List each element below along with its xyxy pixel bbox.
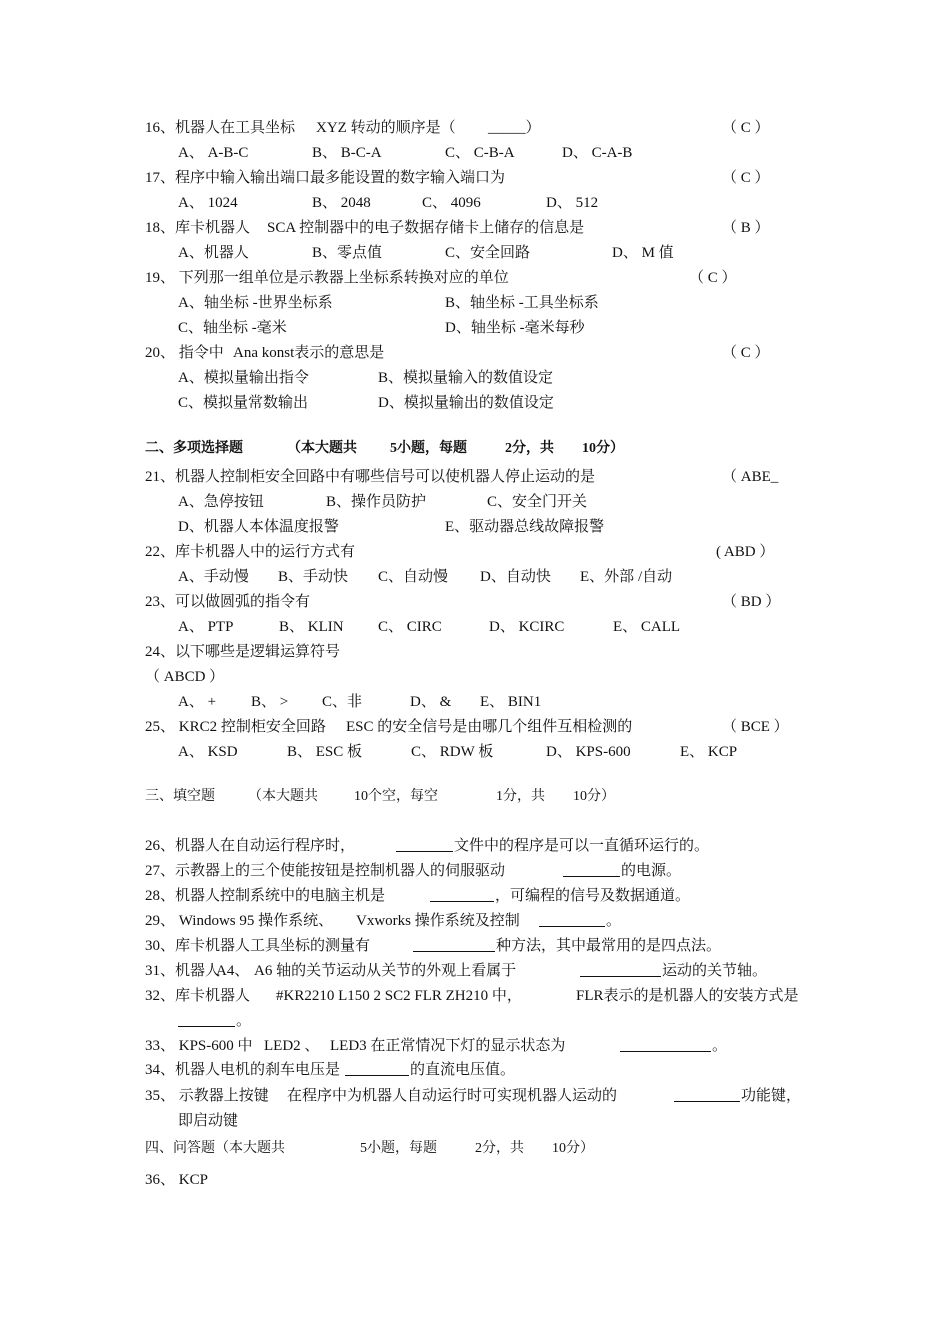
q33-tail: 。 [712, 1038, 728, 1054]
section2-title: 二、多项选择题 [145, 441, 243, 456]
q32-blank [178, 1012, 235, 1030]
q20-stem-mid: Ana konst表示的意思是 [233, 345, 385, 361]
q28-stem: 28、机器人控制系统中的电脑主机是 [145, 888, 386, 904]
q27-stem: 27、示教器上的三个使能按钮是控制机器人的伺服驱动 [145, 863, 506, 879]
q26-tail: 文件中的程序是可以一直循环运行的。 [454, 838, 710, 854]
q33-blank [620, 1037, 711, 1055]
q20-option-b: B、模拟量输入的数值设定 [378, 370, 554, 386]
q19-stem: 19、 下列那一组单位是示教器上坐标系转换对应的单位 [145, 270, 509, 286]
q29-stem-mid: Vxworks 操作系统及控制 [356, 913, 520, 929]
q32-stem: 32、库卡机器人 [145, 988, 251, 1004]
q26-blank [396, 837, 453, 855]
q16-option-d: D、 C-A-B [562, 145, 633, 161]
q25-option-c: C、 RDW 板 [411, 744, 494, 760]
q17-option-a: A、 1024 [178, 195, 238, 211]
q28-tail: ，可编程的信号及数据通道。 [495, 888, 691, 904]
q31-tail: 运动的关节轴。 [662, 963, 768, 979]
q32-stem-mid2: FLR表示的是机器人的安装方式是 [576, 988, 799, 1004]
q32-tail: 。 [236, 1013, 252, 1029]
q18-option-d: D、 M 值 [612, 245, 674, 261]
q22-option-e-tail: /自动 [638, 569, 673, 585]
q17-option-b: B、 2048 [312, 195, 371, 211]
q34-tail: 的直流电压值。 [410, 1062, 516, 1078]
q20-answer: （ C ） [722, 345, 770, 361]
q24-stem: 24、以下哪些是逻辑运算符号 [145, 644, 341, 660]
q17-option-d: D、 512 [546, 195, 599, 211]
q30-blank [413, 937, 495, 955]
q25-option-a: A、 KSD [178, 744, 238, 760]
q30-tail: 种方法，其中最常用的是四点法。 [496, 938, 722, 954]
q22-answer: ( ABD ） [716, 544, 775, 560]
q30-stem: 30、库卡机器人工具坐标的测量有 [145, 938, 371, 954]
q25-option-e: E、 KCP [680, 744, 738, 760]
q27-tail: 的电源。 [621, 863, 682, 879]
q23-option-d: D、 KCIRC [489, 619, 565, 635]
q31-stem-mid1: A4、 [216, 963, 250, 979]
q35-blank [674, 1087, 740, 1105]
q19-option-c: C、轴坐标 -毫米 [178, 320, 287, 336]
q23-option-a: A、 PTP [178, 619, 234, 635]
q19-option-a: A、轴坐标 -世界坐标系 [178, 295, 333, 311]
q16-option-b: B、 B-C-A [312, 145, 382, 161]
q23-option-e: E、 CALL [613, 619, 681, 635]
q33-stem: 33、 KPS-600 中 [145, 1038, 253, 1054]
q17-answer: （ C ） [722, 170, 770, 186]
section4-title: 四、问答题（本大题共 [145, 1141, 285, 1156]
q20-stem: 20、 指令中 [145, 345, 224, 361]
q18-answer: （ B ） [722, 220, 770, 236]
q24-answer: （ ABCD ） [145, 669, 225, 685]
q22-option-b: B、手动快 [278, 569, 349, 585]
section3-title: 三、填空题 [145, 789, 215, 804]
q29-blank [539, 912, 605, 930]
q16-stem: 16、机器人在工具坐标 [145, 120, 296, 136]
q28-blank [430, 887, 494, 905]
q21-option-e: E、驱动器总线故障报警 [445, 519, 605, 535]
q16-option-c: C、 C-B-A [445, 145, 515, 161]
q29-tail: 。 [606, 913, 622, 929]
section4-text-4: 2分，共 [475, 1141, 524, 1156]
q31-stem-mid2: A6 轴的关节运动从关节的外观上看属于 [254, 963, 517, 979]
section4-text-5: 10分） [552, 1141, 594, 1156]
q18-option-b: B、零点值 [312, 245, 383, 261]
q20-option-c: C、模拟量常数输出 [178, 395, 309, 411]
q22-option-c: C、自动慢 [378, 569, 449, 585]
q31-stem: 31、机器人 [145, 963, 221, 979]
q34-stem: 34、机器人电机的刹车电压是 [145, 1062, 341, 1078]
q17-stem: 17、程序中输入输出端口最多能设置的数字输入端口为 [145, 170, 506, 186]
q22-stem: 22、库卡机器人中的运行方式有 [145, 544, 356, 560]
q33-stem-mid1: LED2 、 [264, 1038, 320, 1054]
q24-option-d: D、 & [410, 694, 452, 710]
q35-tail: 功能键， [741, 1088, 802, 1104]
section3-text-4: 1分，共 [496, 789, 545, 804]
q35-stem-mid: 在程序中为机器人自动运行时可实现机器人运动的 [287, 1088, 618, 1104]
q35-tail-2: 即启动键 [178, 1113, 239, 1129]
section3-text-5: 10分） [573, 789, 615, 804]
q18-option-c: C、安全回路 [445, 245, 531, 261]
section2-text-5: 10分） [582, 441, 624, 456]
q25-answer: （ BCE ） [722, 719, 789, 735]
section2-text-3: 5小题，每题 [390, 441, 467, 456]
q19-option-b: B、轴坐标 -工具坐标系 [445, 295, 599, 311]
q29-stem: 29、 Windows 95 操作系统、 [145, 913, 334, 929]
q21-stem: 21、机器人控制柜安全回路中有哪些信号可以使机器人停止运动的是 [145, 469, 596, 485]
q24-option-e: E、 BIN1 [480, 694, 542, 710]
q24-option-a: A、 + [178, 694, 217, 710]
q18-stem-mid: SCA 控制器中的电子数据存储卡上储存的信息是 [267, 220, 585, 236]
q25-option-d: D、 KPS-600 [546, 744, 631, 760]
q23-stem: 23、可以做圆弧的指令有 [145, 594, 311, 610]
q20-option-d: D、模拟量输出的数值设定 [378, 395, 554, 411]
q31-blank [580, 962, 661, 980]
q23-answer: （ BD ） [722, 594, 781, 610]
q23-option-c: C、 CIRC [378, 619, 442, 635]
q21-option-a: A、急停按钮 [178, 494, 264, 510]
q21-option-d: D、机器人本体温度报警 [178, 519, 339, 535]
q19-answer: （ C ） [689, 270, 737, 286]
q22-option-e: E、外部 [580, 569, 635, 585]
q23-option-b: B、 KLIN [279, 619, 344, 635]
q22-option-a: A、手动慢 [178, 569, 249, 585]
section2-text-2: （本大题共 [287, 441, 357, 456]
q25-stem-mid: ESC 的安全信号是由哪几个组件互相检测的 [346, 719, 633, 735]
q36-stem: 36、 KCP [145, 1172, 208, 1188]
q19-option-d: D、轴坐标 -毫米每秒 [445, 320, 585, 336]
q16-blank: _____） [488, 120, 541, 136]
q21-option-b: B、操作员防护 [326, 494, 427, 510]
q24-option-b: B、 > [251, 694, 289, 710]
section2-text-4: 2分，共 [505, 441, 554, 456]
q25-option-b: B、 ESC 板 [287, 744, 363, 760]
q18-option-a: A、机器人 [178, 245, 249, 261]
q20-option-a: A、模拟量输出指令 [178, 370, 309, 386]
q16-option-a: A、 A-B-C [178, 145, 249, 161]
q16-answer: （ C ） [722, 120, 770, 136]
section4-text-3: 5小题，每题 [360, 1141, 437, 1156]
q21-option-c: C、安全门开关 [487, 494, 588, 510]
q16-stem-mid: XYZ 转动的顺序是（ [316, 120, 456, 136]
q17-option-c: C、 4096 [422, 195, 481, 211]
q21-answer: （ ABE_ [722, 469, 779, 485]
q27-blank [563, 862, 620, 880]
q33-stem-mid2: LED3 在正常情况下灯的显示状态为 [330, 1038, 566, 1054]
q34-blank [345, 1061, 409, 1079]
q22-option-d: D、自动快 [480, 569, 551, 585]
q26-stem: 26、机器人在自动运行程序时， [145, 838, 356, 854]
section3-text-2: （本大题共 [248, 789, 318, 804]
q35-stem: 35、 示教器上按键 [145, 1088, 269, 1104]
q32-stem-mid: #KR2210 L150 2 SC2 FLR ZH210 中， [276, 988, 522, 1004]
q24-option-c: C、非 [322, 694, 363, 710]
q18-stem: 18、库卡机器人 [145, 220, 251, 236]
section3-text-3: 10个空，每空 [354, 789, 438, 804]
q25-stem: 25、 KRC2 控制柜安全回路 [145, 719, 326, 735]
